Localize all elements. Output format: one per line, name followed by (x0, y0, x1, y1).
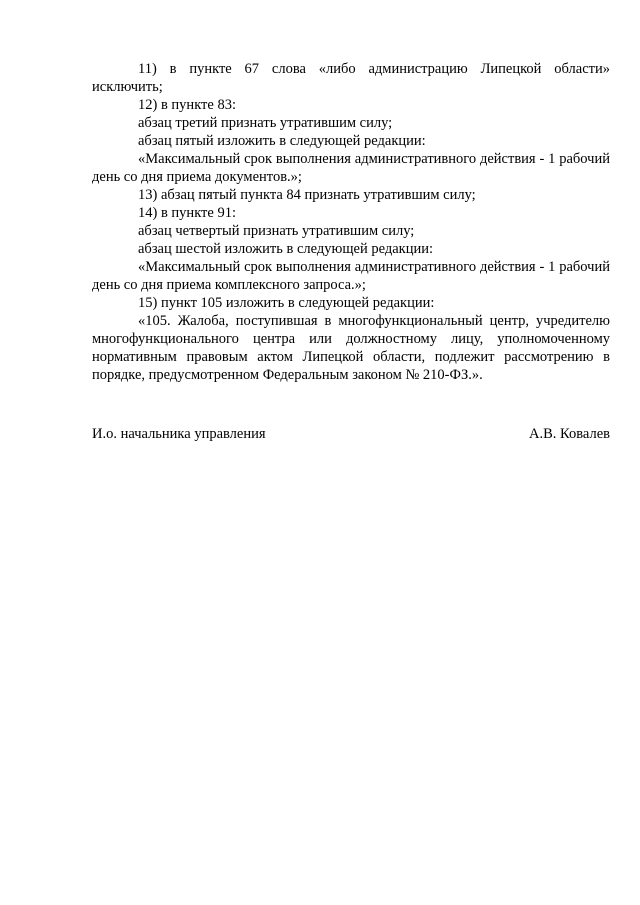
item-15-new-wording: «105. Жалоба, поступившая в многофункциональный центр, учредителю многофункционального центра или должностному лицу, уполномоченному нормативным правовым актом Липецкой области, подлежит рассмотрению в порядке, предусмотренном Федеральным законом № 210-ФЗ.». (92, 313, 610, 383)
item-14-paragraph-4: абзац четвертый признать утратившим силу; (138, 223, 415, 239)
item-14: 14) в пункте 91: (138, 205, 236, 221)
document-body (92, 60, 610, 384)
item-11: 11) в пункте 67 слова «либо администрацию Липецкой области» исключить; (92, 61, 610, 95)
item-12: 12) в пункте 83: (138, 97, 236, 113)
signature-block (92, 425, 610, 443)
item-15: 15) пункт 105 изложить в следующей редакции: (138, 295, 435, 311)
item-12-paragraph-5: абзац пятый изложить в следующей редакции: (138, 133, 426, 149)
item-12-new-wording: «Максимальный срок выполнения административного действия - 1 рабочий день со дня приема документов.»; (92, 151, 610, 185)
item-14-paragraph-6: абзац шестой изложить в следующей редакции: (138, 241, 433, 257)
signatory-name: А.В. Ковалев (529, 426, 610, 442)
item-14-new-wording: «Максимальный срок выполнения административного действия - 1 рабочий день со дня приема комплексного запроса.»; (92, 259, 610, 293)
signatory-position: И.о. начальника управления (92, 426, 266, 442)
item-13: 13) абзац пятый пункта 84 признать утратившим силу; (138, 187, 476, 203)
item-12-paragraph-3: абзац третий признать утратившим силу; (138, 115, 393, 131)
